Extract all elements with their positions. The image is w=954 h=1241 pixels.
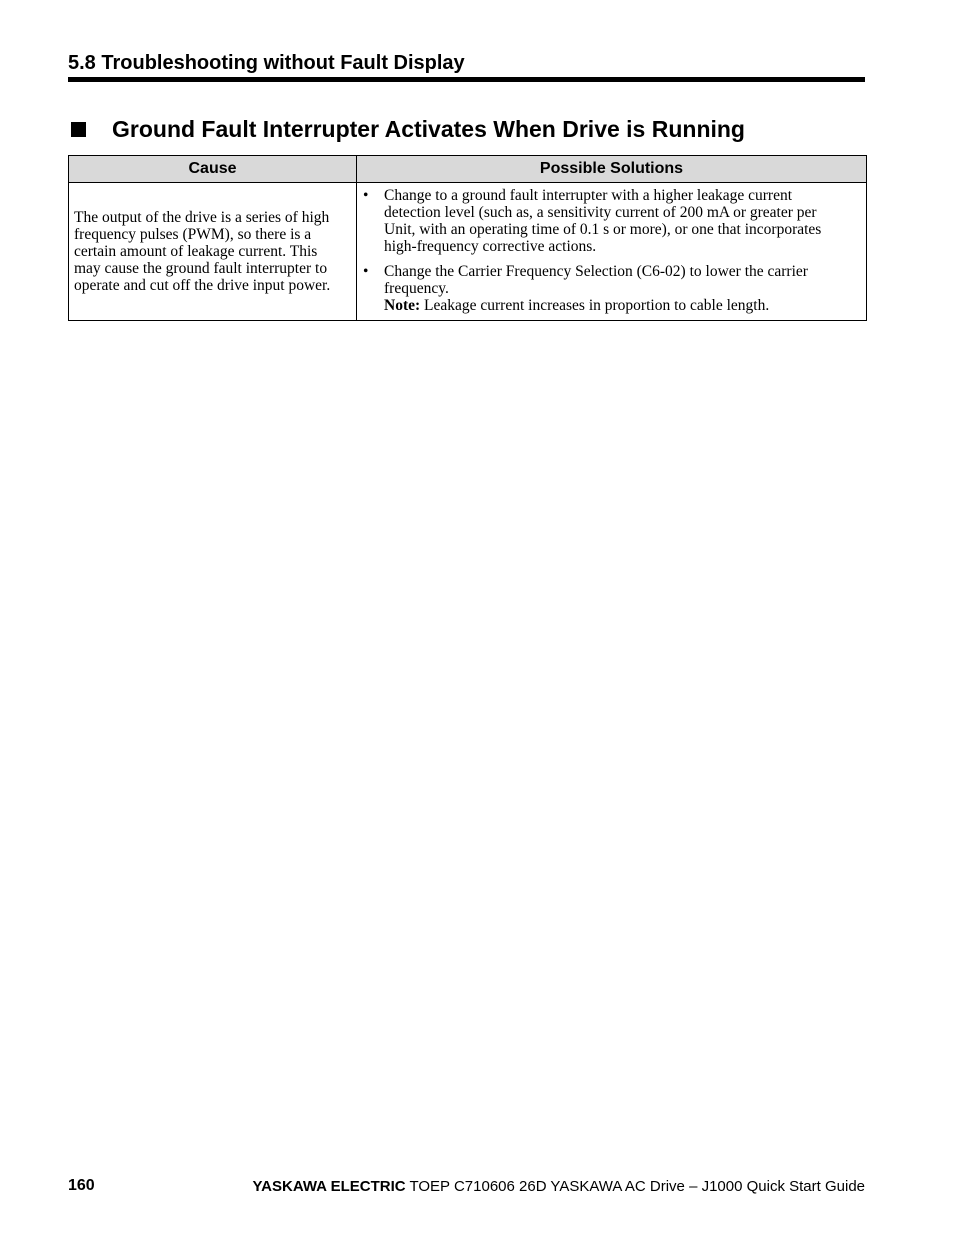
section-header: 5.8 Troubleshooting without Fault Display (68, 52, 465, 74)
troubleshooting-table (68, 155, 867, 321)
cause-line: certain amount of leakage current. This (74, 243, 318, 260)
column-header-cause: Cause (69, 156, 357, 183)
bullet-icon: • (363, 187, 369, 204)
cause-cell (69, 183, 357, 321)
cause-line: frequency pulses (PWM), so there is a (74, 226, 312, 243)
solutions-list (362, 187, 862, 314)
solution-line: high-frequency corrective actions. (384, 238, 597, 255)
note-label: Note: (384, 297, 421, 314)
solution-line: Change to a ground fault interrupter with a higher leakage current (384, 187, 793, 204)
subsection-title: Ground Fault Interrupter Activates When Drive is Running (112, 116, 745, 142)
cause-line: The output of the drive is a series of high (74, 209, 330, 226)
bullet-icon: • (363, 263, 369, 280)
document-title: TOEP C710606 26D YASKAWA AC Drive – J1000 Quick Start Guide (405, 1178, 865, 1195)
note-text: Leakage current increases in proportion to cable length. (420, 297, 770, 314)
solution-item (362, 263, 862, 314)
solution-line: Unit, with an operating time of 0.1 s or more), or one that incorporates (384, 221, 822, 238)
solution-line: frequency. (384, 280, 449, 297)
cause-line: may cause the ground fault interrupter to (74, 260, 328, 277)
table-header-row (69, 156, 867, 183)
column-header-solutions: Possible Solutions (357, 156, 867, 183)
page-number: 160 (68, 1177, 95, 1194)
solution-item (362, 187, 862, 255)
solution-line: Change the Carrier Frequency Selection (C6-02) to lower the carrier (384, 263, 808, 280)
subsection-heading (68, 113, 865, 145)
cause-line: operate and cut off the drive input power. (74, 277, 331, 294)
document-info (253, 1177, 865, 1197)
solution-line: detection level (such as, a sensitivity current of 200 mA or greater per (384, 204, 817, 221)
brand-name: YASKAWA ELECTRIC (252, 1178, 406, 1195)
square-bullet-icon (71, 122, 86, 137)
table-row (69, 183, 867, 321)
section-divider (68, 77, 865, 82)
solutions-cell (357, 183, 867, 321)
